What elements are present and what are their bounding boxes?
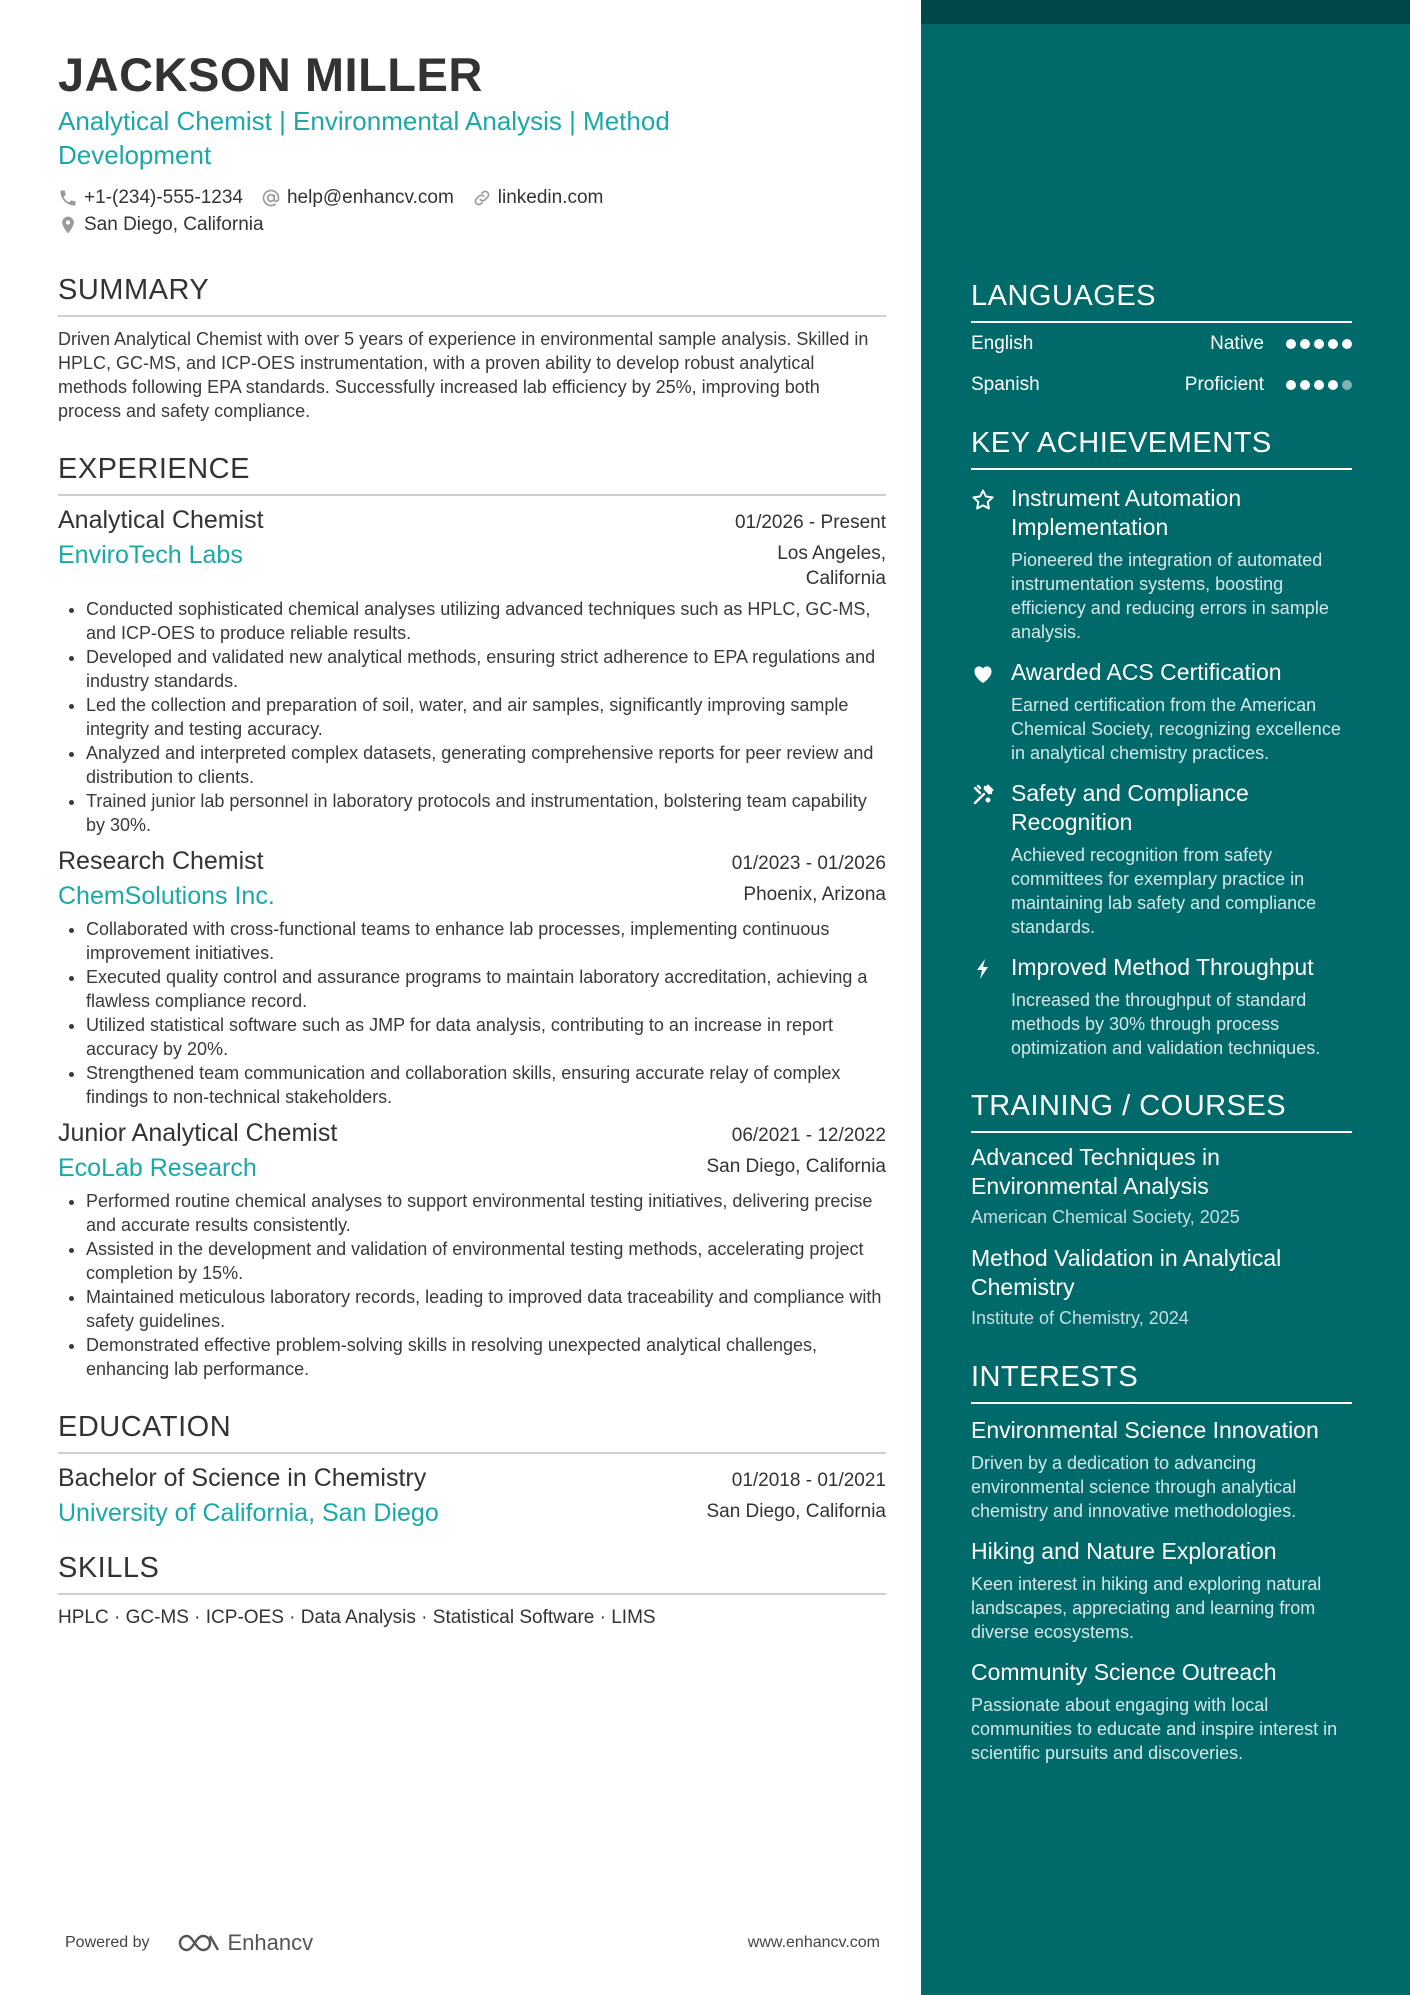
language-rating <box>1282 380 1352 390</box>
education-section <box>58 1411 886 1528</box>
location-pin-icon <box>58 215 78 235</box>
training-section <box>971 1090 1352 1329</box>
bullet-item: • Utilized statistical software such as JMP for data analysis, contributing to an increase in report accuracy by 20%. <box>86 1013 886 1061</box>
skills-list: HPLC · GC-MS · ICP-OES · Data Analysis · Statistical Software · LIMS <box>58 1607 656 1628</box>
job-dates: 01/2026 - Present <box>734 512 886 533</box>
summary-section <box>58 274 886 423</box>
email-contact[interactable] <box>261 187 454 209</box>
skills-title: SKILLS <box>58 1552 886 1595</box>
training-title: TRAINING / COURSES <box>971 1090 1352 1133</box>
rating-dot-filled <box>1342 339 1352 349</box>
achievement-desc: Achieved recognition from safety committees for exemplary practice in maintaining lab safety and compliance standards. <box>1011 845 1317 937</box>
skills-section <box>58 1552 886 1629</box>
language-row <box>971 364 1352 405</box>
website-link[interactable]: www.enhancv.com <box>747 1934 880 1951</box>
interest-title: Hiking and Nature Exploration <box>971 1538 1277 1564</box>
course-meta: Institute of Chemistry, 2024 <box>971 1308 1189 1328</box>
rating-dot-filled <box>1300 380 1310 390</box>
heart-icon <box>971 662 995 686</box>
bullet-item: • Led the collection and preparation of soil, water, and air samples, significantly improving sample integrity and testing accuracy. <box>86 693 886 741</box>
education-dates: 01/2018 - 01/2021 <box>731 1470 886 1491</box>
interest-desc: Keen interest in hiking and exploring natural landscapes, appreciating and learning from diverse ecosystems. <box>971 1574 1322 1642</box>
experience-title: EXPERIENCE <box>58 453 886 496</box>
degree-title: Bachelor of Science in Chemistry <box>58 1464 427 1492</box>
enhancv-brand: Enhancv <box>227 1930 314 1955</box>
email-text: help@enhancv.com <box>286 186 454 208</box>
bullet-item: • Maintained meticulous laboratory records, leading to improved data traceability and compliance with safety guidelines. <box>86 1285 886 1333</box>
education-location: San Diego, California <box>706 1501 886 1522</box>
bolt-icon <box>971 957 995 981</box>
interest-desc: Driven by a dedication to advancing environmental science through analytical chemistry and innovative methodologies. <box>971 1453 1297 1521</box>
interest-item <box>971 1537 1352 1644</box>
languages-section <box>971 280 1352 405</box>
course-title: Advanced Techniques in Environmental Analysis <box>971 1144 1220 1199</box>
company-name: EnviroTech Labs <box>58 541 243 569</box>
bullet-item: • Trained junior lab personnel in laboratory protocols and instrumentation, bolstering team capability by 30%. <box>86 789 886 837</box>
interest-title: Community Science Outreach <box>971 1659 1277 1685</box>
achievement-title: Safety and Compliance Recognition <box>1011 780 1249 835</box>
bullet-item: • Analyzed and interpreted complex datasets, generating comprehensive reports for peer review and distribution to clients. <box>86 741 886 789</box>
bullet-item: • Demonstrated effective problem-solving skills in resolving unexpected analytical challenges, enhancing lab performance. <box>86 1333 886 1381</box>
linkedin-contact[interactable] <box>472 187 604 209</box>
rating-dot-filled <box>1300 339 1310 349</box>
interest-title: Environmental Science Innovation <box>971 1417 1319 1443</box>
location-contact <box>58 214 264 236</box>
location-text: San Diego, California <box>84 213 264 235</box>
achievement-title: Improved Method Throughput <box>1011 954 1314 980</box>
tools-icon <box>971 783 995 807</box>
enhancv-logo-icon <box>176 1931 222 1955</box>
language-rating <box>1282 339 1352 349</box>
experience-section <box>58 453 886 1381</box>
bullet-item: • Developed and validated new analytical methods, ensuring strict adherence to EPA regulations and industry standards. <box>86 645 886 693</box>
achievement-title: Awarded ACS Certification <box>1011 659 1282 685</box>
job-bullets <box>58 917 886 1109</box>
linkedin-text: linkedin.com <box>497 186 604 208</box>
language-row <box>971 323 1352 364</box>
phone-text: +1-(234)-555-1234 <box>84 186 243 208</box>
rating-dot-filled <box>1286 339 1296 349</box>
achievement-item <box>971 779 1352 939</box>
bullet-item: • Collaborated with cross-functional teams to enhance lab processes, implementing continuous improvement initiatives. <box>86 917 886 965</box>
bullet-item: • Executed quality control and assurance programs to maintain laboratory accreditation, achieving a flawless compliance record. <box>86 965 886 1013</box>
company-name: ChemSolutions Inc. <box>58 882 275 910</box>
bullet-item: • Conducted sophisticated chemical analyses utilizing advanced techniques such as HPLC, GC-MS, and ICP-OES to produce reliable results. <box>86 597 886 645</box>
job-entry <box>58 506 886 837</box>
bullet-item: • Strengthened team communication and collaboration skills, ensuring accurate relay of complex findings to non-technical stakeholders. <box>86 1061 886 1109</box>
powered-by <box>65 1930 313 1956</box>
rating-dot-filled <box>1314 380 1324 390</box>
summary-text: Driven Analytical Chemist with over 5 years of experience in environmental sample analysis. Skilled in HPLC, GC-MS, and ICP-OES instrumentation, with a proven ability to develop robust analytical methods following EPA standards. Successfully increased lab efficiency by 25%, improving both process and safety compliance. <box>58 329 869 421</box>
link-icon <box>472 188 492 208</box>
language-level: Native <box>1210 332 1264 354</box>
course-meta: American Chemical Society, 2025 <box>971 1207 1240 1227</box>
interest-item <box>971 1416 1352 1523</box>
interests-title: INTERESTS <box>971 1361 1352 1404</box>
job-location: Los Angeles, California <box>777 543 886 589</box>
summary-title: SUMMARY <box>58 274 886 317</box>
job-entry <box>58 1119 886 1381</box>
achievement-item <box>971 953 1352 1060</box>
job-title: Junior Analytical Chemist <box>58 1119 338 1147</box>
rating-dot-filled <box>1328 380 1338 390</box>
interests-section <box>971 1361 1352 1765</box>
job-entry <box>58 847 886 1109</box>
achievement-item <box>971 658 1352 765</box>
achievement-title: Instrument Automation Implementation <box>1011 485 1242 540</box>
rating-dot-filled <box>1286 380 1296 390</box>
phone-icon <box>58 188 78 208</box>
job-dates: 06/2021 - 12/2022 <box>731 1125 886 1146</box>
interest-desc: Passionate about engaging with local communities to educate and inspire interest in scientific pursuits and discoveries. <box>971 1695 1338 1763</box>
language-name: Spanish <box>971 373 1040 395</box>
achievement-desc: Pioneered the integration of automated instrumentation systems, boosting efficiency and reducing errors in sample analysis. <box>1011 550 1329 642</box>
achievements-section <box>971 427 1352 1060</box>
bullet-item: • Performed routine chemical analyses to support environmental testing initiatives, delivering precise and accurate results consistently. <box>86 1189 886 1237</box>
main-column <box>58 50 886 1629</box>
job-bullets <box>58 597 886 837</box>
powered-by-label: Powered by <box>65 1934 150 1951</box>
achievement-item <box>971 484 1352 644</box>
at-icon <box>261 188 281 208</box>
phone-contact[interactable] <box>58 187 243 209</box>
rating-dot-filled <box>1328 339 1338 349</box>
languages-title: LANGUAGES <box>971 280 1352 323</box>
achievement-desc: Increased the throughput of standard methods by 30% through process optimization and validation techniques. <box>1011 990 1321 1058</box>
enhancv-logo[interactable] <box>176 1930 314 1956</box>
school-name: University of California, San Diego <box>58 1499 439 1527</box>
achievement-desc: Earned certification from the American Chemical Society, recognizing excellence in analytical chemistry practices. <box>1011 695 1341 763</box>
headline: Analytical Chemist | Environmental Analysis | Method Development <box>58 106 670 170</box>
job-dates: 01/2023 - 01/2026 <box>731 853 886 874</box>
rating-dot-empty <box>1342 380 1352 390</box>
sidebar-top-band <box>921 0 1410 24</box>
course-title: Method Validation in Analytical Chemistry <box>971 1245 1282 1300</box>
education-title: EDUCATION <box>58 1411 886 1454</box>
candidate-name: JACKSON MILLER <box>58 48 483 101</box>
job-title: Research Chemist <box>58 847 264 875</box>
sidebar <box>921 0 1410 1995</box>
job-bullets <box>58 1189 886 1381</box>
company-name: EcoLab Research <box>58 1154 257 1182</box>
job-location: San Diego, California <box>706 1156 886 1177</box>
bullet-item: • Assisted in the development and validation of environmental testing methods, accelerating project completion by 15%. <box>86 1237 886 1285</box>
job-title: Analytical Chemist <box>58 506 264 534</box>
interest-item <box>971 1658 1352 1765</box>
job-location: Phoenix, Arizona <box>743 884 886 905</box>
contact-block <box>58 184 886 238</box>
language-name: English <box>971 332 1034 354</box>
star-icon <box>971 488 995 512</box>
rating-dot-filled <box>1314 339 1324 349</box>
course-item <box>971 1244 1352 1329</box>
footer <box>65 1930 880 1956</box>
sidebar-content <box>971 280 1352 1765</box>
achievements-title: KEY ACHIEVEMENTS <box>971 427 1352 470</box>
language-level: Proficient <box>1184 373 1264 395</box>
course-item <box>971 1143 1352 1228</box>
